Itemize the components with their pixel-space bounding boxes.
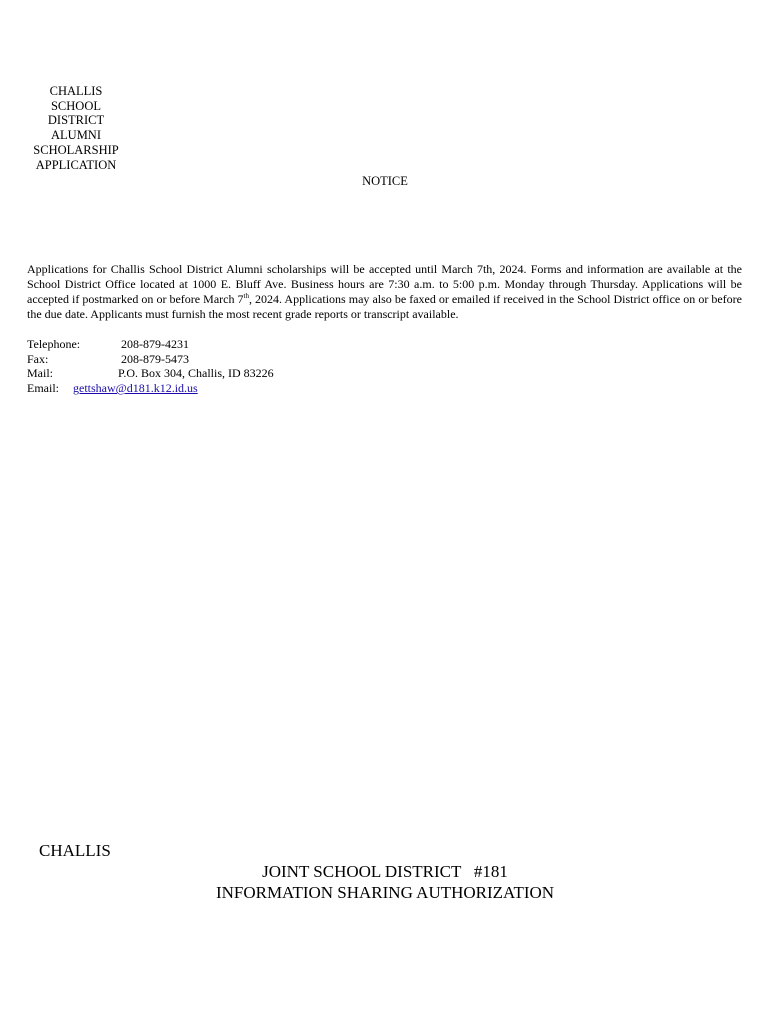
mail-value: P.O. Box 304, Challis, ID 83226 — [118, 366, 274, 381]
mail-label: Mail: — [27, 366, 53, 381]
footer-challis: CHALLIS — [39, 841, 111, 860]
title-line: SCHOOL — [50, 98, 101, 113]
email-label: Email: — [27, 381, 59, 396]
fax-value: 208-879-5473 — [121, 351, 189, 366]
notice-heading: NOTICE — [362, 174, 408, 188]
title-line: SCHOLARSHIP — [33, 142, 119, 157]
fax-label: Fax: — [27, 351, 49, 366]
document-title — [28, 84, 124, 172]
notice-paragraph — [27, 262, 742, 322]
title-line: ALUMNI — [51, 128, 101, 143]
title-line: DISTRICT — [47, 113, 105, 128]
title-line: APPLICATION — [35, 157, 117, 172]
title-line: CHALLIS — [49, 84, 103, 98]
email-link[interactable]: gettshaw@d181.k12.id.us — [73, 381, 198, 396]
paragraph-text-part1: Applications for Challis School District Alumni scholarships will be accepted until March 7th, 2024. Forms and information are available at the School District Office located at 1000 E. Bluff Ave. Business hours are 7:30 a.m. to 5:00 p.m. Monday through Thursday. Applications will be accepted if postmarked on or before March 7 — [27, 262, 742, 306]
district-title: JOINT SCHOOL DISTRICT #181 — [262, 862, 508, 881]
footer-heading — [0, 861, 770, 903]
authorization-title: INFORMATION SHARING AUTHORIZATION — [215, 883, 555, 902]
ordinal-suffix: th — [243, 292, 249, 300]
telephone-label: Telephone: — [27, 337, 81, 351]
telephone-value: 208-879-4231 — [121, 337, 189, 351]
paragraph-text-part2: , 2024. Applications may also be faxed or emailed if received in the School District office on or before the due date. Applicants must furnish the most recent grade reports or transcript available. — [27, 292, 742, 321]
